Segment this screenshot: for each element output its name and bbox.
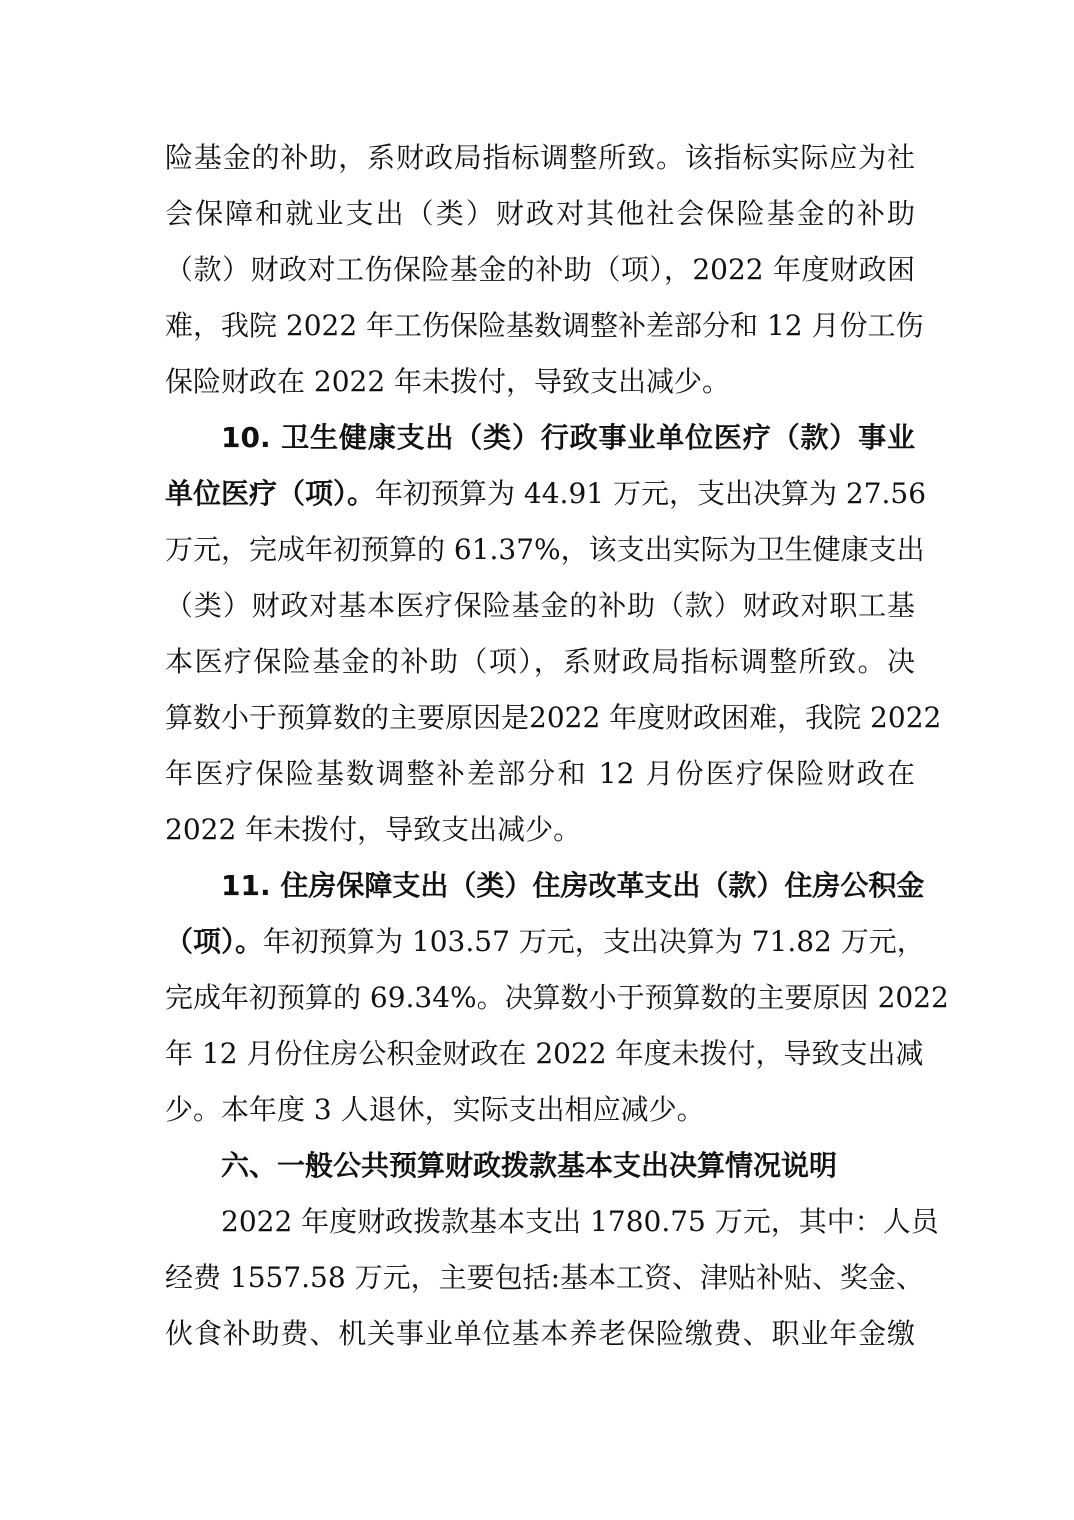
- item-10-title: 10. 卫生健康支出（类）行政事业单位医疗（款）事业: [221, 421, 915, 454]
- paragraph-line: 少。本年度 3 人退休，实际支出相应减少。: [165, 1093, 705, 1126]
- paragraph-line: 险基金的补助，系财政局指标调整所致。该指标实际应为社: [165, 141, 915, 174]
- paragraph-line: 年医疗保险基数调整补差部分和 12 月份医疗保险财政在: [165, 757, 915, 790]
- paragraph-line: 2022 年未拨付，导致支出减少。: [165, 813, 582, 846]
- paragraph-line: 经费 1557.58 万元，主要包括:基本工资、津贴补贴、奖金、: [165, 1261, 925, 1294]
- paragraph-line: 2022 年度财政拨款基本支出 1780.75 万元，其中：人员: [221, 1205, 939, 1238]
- paragraph-line: 会保障和就业支出（类）财政对其他社会保险基金的补助: [165, 197, 915, 230]
- item-11-line: [165, 918, 925, 966]
- item-11-title-end: （项）。: [165, 925, 264, 958]
- paragraph-line: 年 12 月份住房公积金财政在 2022 年度未拨付，导致支出减: [165, 1037, 924, 1070]
- paragraph-line: 完成年初预算的 69.34%。决算数小于预算数的主要原因 2022: [165, 981, 949, 1014]
- paragraph-line: 保险财政在 2022 年未拨付，导致支出减少。: [165, 365, 731, 398]
- section-heading: 六、一般公共预算财政拨款基本支出决算情况说明: [221, 1149, 838, 1182]
- item-11-title: 11. 住房保障支出（类）住房改革支出（款）住房公积金: [221, 869, 925, 902]
- item-10-title-end: 单位医疗（项）。: [165, 477, 376, 510]
- paragraph-line: 算数小于预算数的主要原因是2022 年度财政困难，我院 2022: [165, 701, 942, 734]
- item-10-line: [165, 470, 927, 518]
- item-11-text: 年初预算为 103.57 万元，支出决算为 71.82 万元，: [263, 925, 925, 958]
- paragraph-line: 难，我院 2022 年工伤保险基数调整补差部分和 12 月份工伤: [165, 309, 924, 342]
- paragraph-line: 伙食补助费、机关事业单位基本养老保险缴费、职业年金缴: [165, 1317, 915, 1350]
- paragraph-line: （款）财政对工伤保险基金的补助（项），2022 年度财政困: [165, 253, 915, 286]
- paragraph-line: 万元，完成年初预算的 61.37%，该支出实际为卫生健康支出: [165, 533, 925, 566]
- item-10-text: 年初预算为 44.91 万元，支出决算为 27.56: [375, 477, 927, 510]
- paragraph-line: 本医疗保险基金的补助（项），系财政局指标调整所致。决: [165, 645, 915, 678]
- paragraph-line: （类）财政对基本医疗保险基金的补助（款）财政对职工基: [165, 589, 915, 622]
